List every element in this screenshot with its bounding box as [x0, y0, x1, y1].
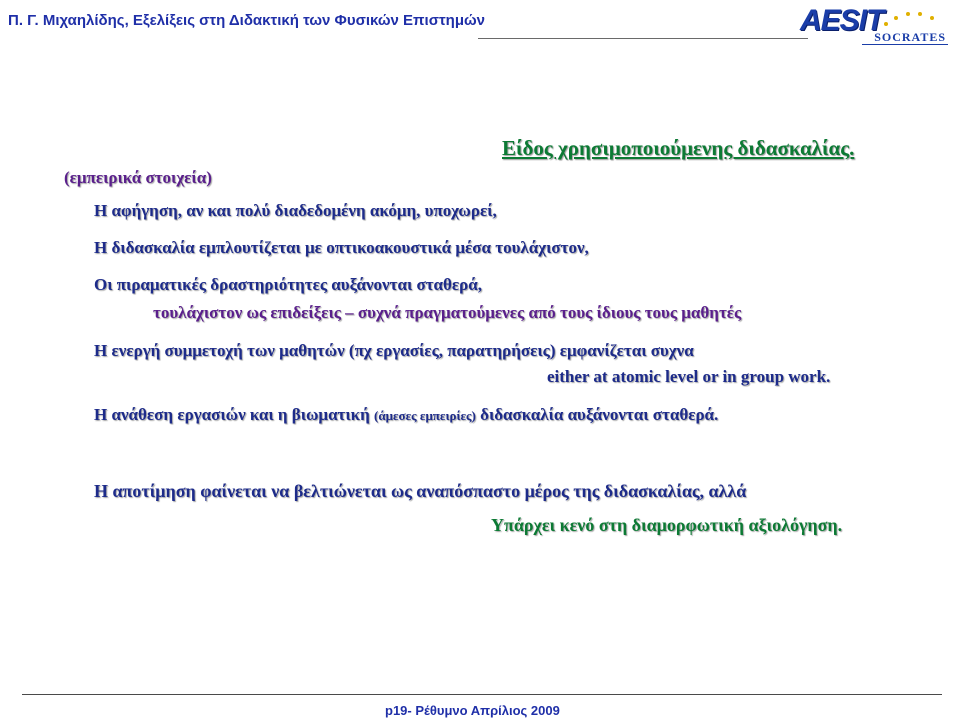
bullet-line-5: Η ενεργή συμμετοχή των μαθητών (πχ εργασίες, παρατηρήσεις) εμφανίζεται συχνα	[94, 341, 694, 360]
eu-stars-icon	[880, 8, 940, 30]
bullet-line-7-aside: (άμεσες εμπειρίες)	[374, 408, 476, 423]
header-divider	[478, 38, 808, 39]
bullet-line-3: Οι πιραματικές δραστηριότητες αυξάνονται σταθερά,	[94, 275, 483, 294]
header-title: Π. Γ. Μιχαηλίδης, Εξελίξεις στη Διδακτική των Φυσικών Επιστημών	[8, 12, 486, 29]
bullet-line-7-start: Η ανάθεση εργασιών και η βιωματική	[94, 405, 370, 424]
bullet-line-4: τουλάχιστον ως επιδείξεις – συχνά πραγματούμενες από τους ίδιους τους μαθητές	[153, 303, 742, 322]
logo-underline	[862, 44, 948, 45]
bullet-line-9: Υπάρχει κενό στη διαμορφωτική αξιολόγηση.	[491, 515, 843, 535]
bullet-line-7	[94, 405, 718, 425]
bullet-line-8: Η αποτίμηση φαίνεται να βελτιώνεται ως αναπόσπαστο μέρος της διδασκαλίας, αλλά	[94, 481, 747, 501]
logo-main-text: AESIT	[800, 4, 884, 37]
slide-title: Είδος χρησιμοποιούμενης διδασκαλίας.	[502, 136, 855, 160]
bullet-line-1: Η αφήγηση, αν και πολύ διαδεδομένη ακόμη, υποχωρεί,	[94, 201, 497, 220]
logo-sub-text: SOCRATES	[874, 30, 946, 44]
footer-text: p19- Ρέθυμνο Απρίλιος 2009	[385, 703, 560, 718]
aesit-logo	[800, 2, 950, 50]
section-label: (εμπειρικά στοιχεία)	[64, 168, 212, 187]
footer-divider	[22, 694, 942, 695]
bullet-line-7-end: διδασκαλία αυξάνονται σταθερά.	[480, 405, 719, 424]
bullet-line-6: either at atomic level or in group work.	[547, 367, 831, 386]
bullet-line-2: Η διδασκαλία εμπλουτίζεται με οπτικοακουστικά μέσα τουλάχιστον,	[94, 238, 589, 257]
